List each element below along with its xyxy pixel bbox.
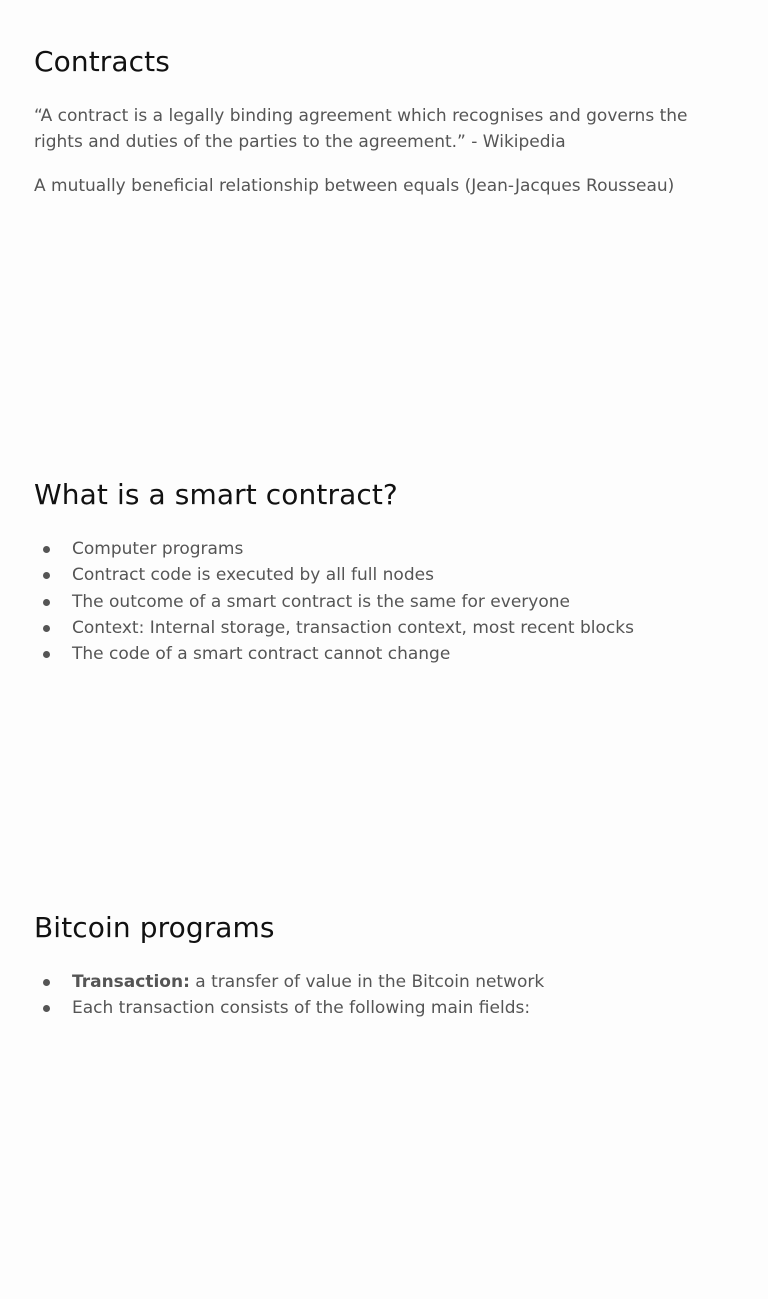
bullet-icon bbox=[43, 625, 50, 632]
list-item-text: Computer programs bbox=[72, 539, 244, 559]
bullet-icon bbox=[43, 599, 50, 606]
term-label: Transaction: bbox=[72, 972, 190, 992]
slide-title: Contracts bbox=[34, 45, 170, 78]
bullet-icon bbox=[43, 1005, 50, 1012]
list-item-text: Each transaction consists of the following main fields: bbox=[72, 998, 531, 1019]
slide-contracts bbox=[0, 0, 768, 433]
list-item bbox=[34, 589, 734, 615]
slide-title: Bitcoin programs bbox=[34, 911, 275, 944]
list-item-text: Context: Internal storage, transaction context, most recent blocks bbox=[72, 617, 634, 638]
bullet-icon bbox=[43, 979, 50, 986]
slide-title: What is a smart contract? bbox=[34, 478, 398, 511]
bullet-icon bbox=[43, 546, 50, 553]
list-item bbox=[34, 562, 734, 588]
list-item bbox=[34, 641, 734, 667]
bullet-list bbox=[34, 536, 734, 667]
list-item bbox=[34, 969, 734, 995]
slide-bitcoin-programs bbox=[0, 866, 768, 1299]
list-item-text: a transfer of value in the Bitcoin network bbox=[189, 972, 545, 992]
slide-smart-contract bbox=[0, 433, 768, 866]
bullet-icon bbox=[43, 572, 50, 579]
rousseau-quote: A mutually beneficial relationship between equals (Jean-Jacques Rousseau) bbox=[34, 176, 675, 196]
list-item-text: The code of a smart contract cannot change bbox=[72, 644, 451, 665]
list-item bbox=[34, 995, 734, 1021]
wikipedia-quote: “A contract is a legally binding agreement which recognises and governs the rights and duties of the parties to the agreement.” - Wikipedia bbox=[34, 106, 688, 152]
list-item-text: Contract code is executed by all full nodes bbox=[72, 565, 434, 586]
list-item bbox=[34, 536, 734, 562]
bullet-icon bbox=[43, 651, 50, 658]
bullet-list bbox=[34, 969, 734, 1022]
list-item bbox=[34, 615, 734, 641]
list-item-text: The outcome of a smart contract is the same for everyone bbox=[72, 591, 570, 612]
